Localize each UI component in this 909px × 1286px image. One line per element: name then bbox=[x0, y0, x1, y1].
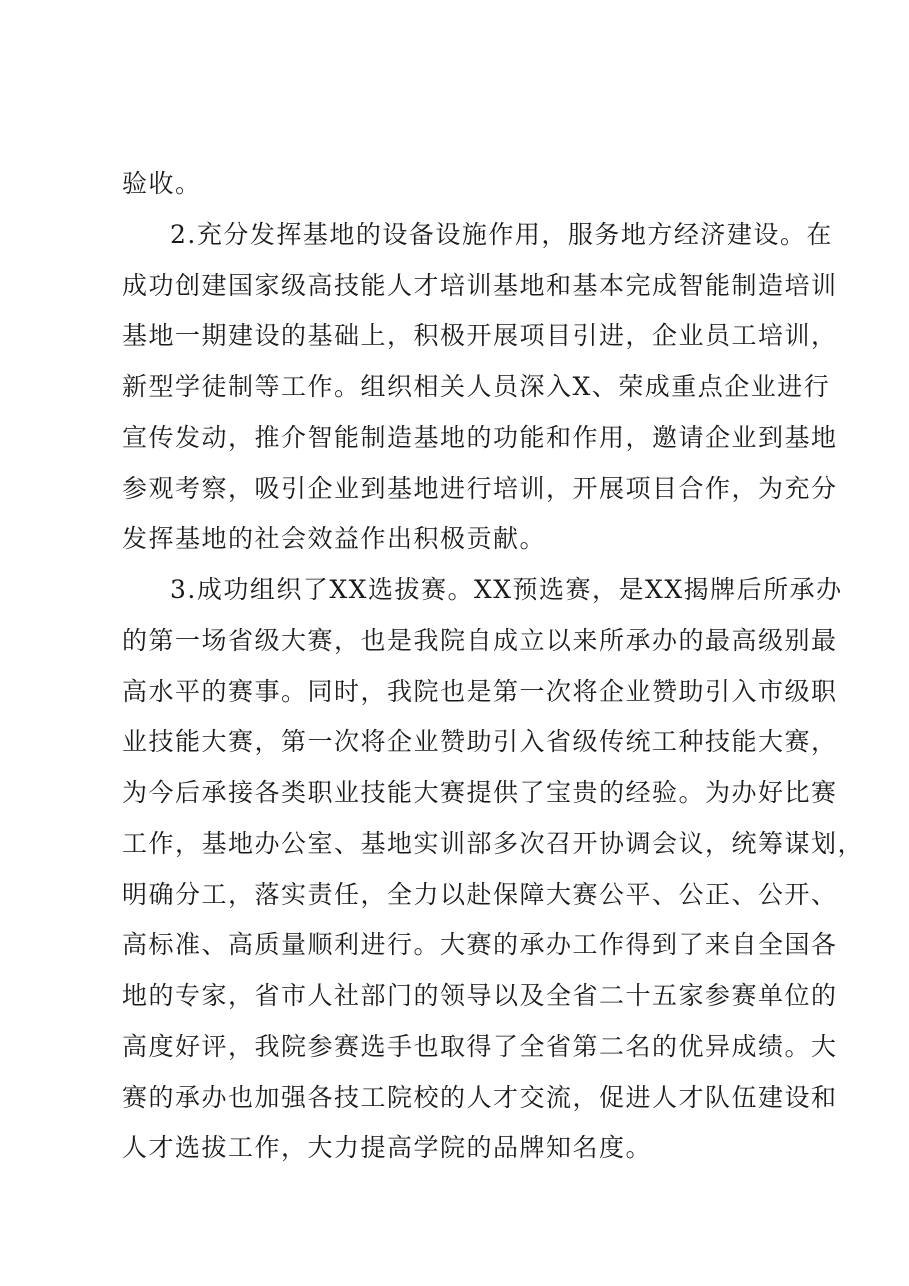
paragraph-3-start: 3.成功组织了XX选拔赛。XX预选赛，是XX揭牌后所承办 bbox=[170, 575, 843, 604]
text-line: 新型学徒制等工作。组织相关人员深入X、荣成重点企业进行 bbox=[122, 372, 831, 401]
text-line: 验收。 bbox=[122, 169, 202, 198]
text-line: 业技能大赛，第一次将企业赞助引入省级传统工种技能大赛， bbox=[122, 727, 838, 756]
text-line: 的第一场省级大赛，也是我院自成立以来所承办的最高级别最 bbox=[122, 626, 838, 655]
text-line: 地的专家，省市人社部门的领导以及全省二十五家参赛单位的 bbox=[122, 981, 838, 1010]
text-line: 赛的承办也加强各技工院校的人才交流，促进人才队伍建设和 bbox=[122, 1083, 838, 1112]
text-line: 人才选拔工作，大力提高学院的品牌知名度。 bbox=[122, 1133, 653, 1162]
text-line: 为今后承接各类职业技能大赛提供了宝贵的经验。为办好比赛 bbox=[122, 778, 838, 807]
text-line: 发挥基地的社会效益作出积极贡献。 bbox=[122, 524, 547, 553]
text-line: 宣传发动，推介智能制造基地的功能和作用，邀请企业到基地 bbox=[122, 423, 838, 452]
text-line: 高度好评，我院参赛选手也取得了全省第二名的优异成绩。大 bbox=[122, 1032, 838, 1061]
text-line: 高水平的赛事。同时，我院也是第一次将企业赞助引入市级职 bbox=[122, 677, 838, 706]
text-line: 成功创建国家级高技能人才培训基地和基本完成智能制造培训 bbox=[122, 271, 838, 300]
text-line: 参观考察，吸引企业到基地进行培训，开展项目合作，为充分 bbox=[122, 474, 838, 503]
paragraph-2-start: 2.充分发挥基地的设备设施作用，服务地方经济建设。在 bbox=[170, 220, 833, 249]
text-line: 明确分工，落实责任，全力以赴保障大赛公平、公正、公开、 bbox=[122, 880, 838, 909]
text-line: 工作，基地办公室、基地实训部多次召开协调会议，统筹谋划， bbox=[122, 829, 865, 858]
text-line: 基地一期建设的基础上，积极开展项目引进，企业员工培训， bbox=[122, 321, 838, 350]
text-line: 高标准、高质量顺利进行。大赛的承办工作得到了来自全国各 bbox=[122, 930, 838, 959]
